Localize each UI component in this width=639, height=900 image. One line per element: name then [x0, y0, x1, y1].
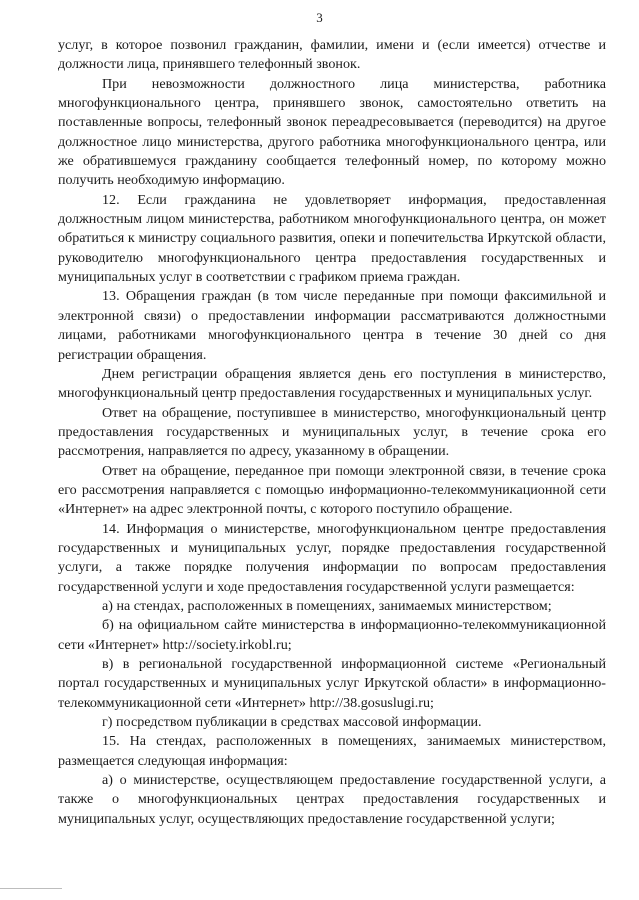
footer-rule [0, 888, 62, 889]
paragraph-continuation: услуг, в которое позвонил гражданин, фамилии, имени и (если имеется) отчестве и должности лица, принявшего телефонный звонок. [58, 37, 606, 73]
list-item-a-stands: а) на стендах, расположенных в помещениях, занимаемых министерством; [102, 597, 552, 614]
list-item-a-ministry-info: а) о министерстве, осуществляющем предоставление государственной услуги, а также о многофункциональных центрах предоставления государственных и муниципальных услуг, осуществляющих предоставление государственной услуги; [58, 772, 606, 827]
document-body [58, 36, 606, 829]
paragraph-item-15: 15. На стендах, расположенных в помещениях, занимаемых министерством, размещается следующая информация: [58, 733, 606, 769]
list-item-v-portal: в) в региональной государственной информационной системе «Региональный портал государственных и муниципальных услуг Иркутской области» в информационно-телекоммуникационной сети «Интернет» http://38.gosuslugi.ru; [58, 656, 606, 711]
paragraph-call-redirect: При невозможности должностного лица министерства, работника многофункционального центра, принявшего звонок, самостоятельно ответить на поставленные вопросы, телефонный звонок переадресовывается (переводится) на другое должностное лицо министерства, другого работника многофункционального центра, или же обратившемуся гражданину сообщается телефонный номер, по которому можно получить необходимую информацию. [58, 75, 606, 189]
paragraph-item-12: 12. Если гражданина не удовлетворяет информация, предоставленная должностным лицом министерства, работником многофункционального центра, он может обратиться к министру социального развития, опеки и попечительства Иркутской области, руководителю многофункционального центра предоставления государственных и муниципальных услуг в соответствии с графиком приема граждан. [58, 191, 606, 286]
paragraph-reply-postal: Ответ на обращение, поступившее в министерство, многофункциональный центр предоставления государственных и муниципальных услуг, в течение срока его рассмотрения, направляется по адресу, указанному в обращении. [58, 404, 606, 460]
page-number: 3 [316, 10, 323, 25]
paragraph-item-13: 13. Обращения граждан (в том числе переданные при помощи факсимильной и электронной связи) о предоставлении информации рассматриваются должностными лицами, работниками многофункционального центра в течение 30 дней со дня регистрации обращения. [58, 288, 606, 363]
list-item-g-media: г) посредством публикации в средствах массовой информации. [102, 714, 482, 731]
list-item-b-website: б) на официальном сайте министерства в информационно-телекоммуникационной сети «Интернет» http://society.irkobl.ru; [58, 617, 606, 653]
paragraph-reply-electronic: Ответ на обращение, переданное при помощи электронной связи, в течение срока его рассмотрения направляется с помощью информационно-телекоммуникационной сети «Интернет» на адрес электронной почты, с которого поступило обращение. [58, 462, 606, 518]
paragraph-registration-day: Днем регистрации обращения является день его поступления в министерство, многофункциональный центр предоставления государственных и муниципальных услуг. [58, 365, 606, 402]
paragraph-item-14: 14. Информация о министерстве, многофункциональном центре предоставления государственных и муниципальных услуг, порядке предоставления государственной услуги, а также порядке получения информации по вопросам предоставления государственной услуги и ходе предоставления государственной услуги размещается: [58, 520, 606, 595]
